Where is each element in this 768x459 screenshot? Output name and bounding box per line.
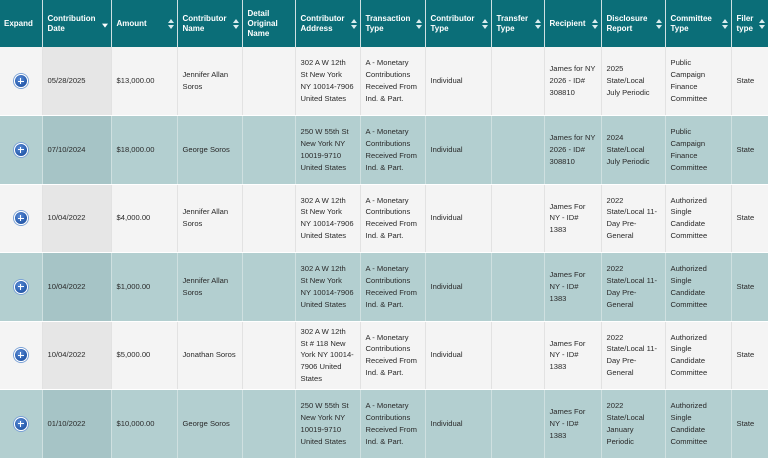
- cell-committee-type: Authorized Single Candidate Committee: [665, 253, 731, 322]
- table-header-row: [0, 0, 768, 47]
- cell-recipient: James For NY - ID# 1383: [544, 321, 601, 390]
- cell-amount: $4,000.00: [111, 184, 177, 253]
- column-header-contribution-date[interactable]: Contribution Date: [42, 0, 111, 47]
- cell-contributor-address: 302 A W 12th St New York NY 10014-7906 United States: [295, 253, 360, 322]
- cell-recipient: James For NY - ID# 1383: [544, 390, 601, 459]
- expand-cell: [0, 116, 42, 185]
- sort-arrows-icon[interactable]: [168, 19, 174, 29]
- cell-amount: $13,000.00: [111, 47, 177, 116]
- sort-arrows-icon[interactable]: [416, 19, 422, 29]
- cell-contributor-type: Individual: [425, 47, 491, 116]
- cell-detail-original-name: [242, 321, 295, 390]
- sort-arrows-icon[interactable]: [656, 19, 662, 29]
- cell-contributor-type: Individual: [425, 390, 491, 459]
- column-header-detail-original-name: Detail Original Name: [242, 0, 295, 47]
- table-row: [0, 47, 768, 116]
- column-header-committee-type[interactable]: Committee Type: [665, 0, 731, 47]
- expand-cell: [0, 321, 42, 390]
- cell-contributor-address: 302 A W 12th St New York NY 10014-7906 United States: [295, 47, 360, 116]
- cell-transaction-type: A - Monetary Contributions Received From Ind. & Part.: [360, 321, 425, 390]
- expand-cell: [0, 390, 42, 459]
- table-row: [0, 184, 768, 253]
- cell-transaction-type: A - Monetary Contributions Received From Ind. & Part.: [360, 390, 425, 459]
- cell-committee-type: Authorized Single Candidate Committee: [665, 184, 731, 253]
- cell-contributor-type: Individual: [425, 184, 491, 253]
- cell-filer-type: State: [731, 321, 768, 390]
- expand-cell: [0, 184, 42, 253]
- cell-contributor-address: 302 A W 12th St # 118 New York NY 10014-7906 United States: [295, 321, 360, 390]
- plus-circle-icon[interactable]: [14, 280, 28, 294]
- sort-arrows-icon[interactable]: [759, 19, 765, 29]
- cell-transfer-type: [491, 47, 544, 116]
- sort-arrows-icon[interactable]: [233, 19, 239, 29]
- cell-contributor-name: Jennifer Allan Soros: [177, 184, 242, 253]
- cell-contribution-date: 07/10/2024: [42, 116, 111, 185]
- cell-transaction-type: A - Monetary Contributions Received From Ind. & Part.: [360, 116, 425, 185]
- cell-contributor-address: 250 W 55th St New York NY 10019-9710 United States: [295, 390, 360, 459]
- column-header-transaction-type[interactable]: Transaction Type: [360, 0, 425, 47]
- cell-filer-type: State: [731, 184, 768, 253]
- column-header-filer-type[interactable]: Filer type: [731, 0, 768, 47]
- cell-recipient: James for NY 2026 - ID# 308810: [544, 47, 601, 116]
- cell-contribution-date: 05/28/2025: [42, 47, 111, 116]
- table-row: [0, 116, 768, 185]
- cell-disclosure-report: 2022 State/Local January Periodic: [601, 390, 665, 459]
- cell-recipient: James For NY - ID# 1383: [544, 184, 601, 253]
- cell-contributor-name: Jennifer Allan Soros: [177, 253, 242, 322]
- column-header-recipient[interactable]: Recipient: [544, 0, 601, 47]
- cell-contributor-type: Individual: [425, 116, 491, 185]
- cell-filer-type: State: [731, 253, 768, 322]
- cell-detail-original-name: [242, 116, 295, 185]
- cell-contributor-address: 250 W 55th St New York NY 10019-9710 United States: [295, 116, 360, 185]
- expand-cell: [0, 47, 42, 116]
- plus-circle-icon[interactable]: [14, 74, 28, 88]
- cell-contributor-name: George Soros: [177, 116, 242, 185]
- cell-committee-type: Authorized Single Candidate Committee: [665, 390, 731, 459]
- cell-contributor-type: Individual: [425, 321, 491, 390]
- cell-detail-original-name: [242, 47, 295, 116]
- cell-disclosure-report: 2025 State/Local July Periodic: [601, 47, 665, 116]
- cell-transfer-type: [491, 321, 544, 390]
- cell-recipient: James for NY 2026 - ID# 308810: [544, 116, 601, 185]
- cell-contributor-type: Individual: [425, 253, 491, 322]
- cell-contributor-name: George Soros: [177, 390, 242, 459]
- plus-circle-icon[interactable]: [14, 348, 28, 362]
- plus-circle-icon[interactable]: [14, 417, 28, 431]
- column-header-contributor-name[interactable]: Contributor Name: [177, 0, 242, 47]
- cell-disclosure-report: 2024 State/Local July Periodic: [601, 116, 665, 185]
- cell-detail-original-name: [242, 184, 295, 253]
- cell-filer-type: State: [731, 116, 768, 185]
- table-row: [0, 321, 768, 390]
- plus-circle-icon[interactable]: [14, 143, 28, 157]
- expand-cell: [0, 253, 42, 322]
- cell-transfer-type: [491, 116, 544, 185]
- cell-contribution-date: 01/10/2022: [42, 390, 111, 459]
- column-header-disclosure-report[interactable]: Disclosure Report: [601, 0, 665, 47]
- sort-arrows-icon[interactable]: [351, 19, 357, 29]
- sort-arrows-icon[interactable]: [482, 19, 488, 29]
- cell-disclosure-report: 2022 State/Local 11-Day Pre-General: [601, 253, 665, 322]
- cell-amount: $1,000.00: [111, 253, 177, 322]
- cell-filer-type: State: [731, 390, 768, 459]
- cell-filer-type: State: [731, 47, 768, 116]
- cell-recipient: James For NY - ID# 1383: [544, 253, 601, 322]
- cell-committee-type: Authorized Single Candidate Committee: [665, 321, 731, 390]
- cell-transaction-type: A - Monetary Contributions Received From Ind. & Part.: [360, 184, 425, 253]
- cell-amount: $5,000.00: [111, 321, 177, 390]
- cell-contribution-date: 10/04/2022: [42, 253, 111, 322]
- cell-disclosure-report: 2022 State/Local 11-Day Pre-General: [601, 321, 665, 390]
- cell-amount: $10,000.00: [111, 390, 177, 459]
- cell-transaction-type: A - Monetary Contributions Received From Ind. & Part.: [360, 253, 425, 322]
- cell-contribution-date: 10/04/2022: [42, 184, 111, 253]
- table-row: [0, 253, 768, 322]
- column-header-transfer-type[interactable]: Transfer Type: [491, 0, 544, 47]
- cell-committee-type: Public Campaign Finance Committee: [665, 47, 731, 116]
- column-header-contributor-type[interactable]: Contributor Type: [425, 0, 491, 47]
- cell-contributor-name: Jennifer Allan Soros: [177, 47, 242, 116]
- cell-transfer-type: [491, 253, 544, 322]
- sort-arrows-icon[interactable]: [535, 19, 541, 29]
- cell-disclosure-report: 2022 State/Local 11-Day Pre-General: [601, 184, 665, 253]
- cell-transfer-type: [491, 184, 544, 253]
- cell-contributor-address: 302 A W 12th St New York NY 10014-7906 United States: [295, 184, 360, 253]
- cell-amount: $18,000.00: [111, 116, 177, 185]
- cell-detail-original-name: [242, 390, 295, 459]
- column-header-amount[interactable]: Amount: [111, 0, 177, 47]
- sort-arrows-icon[interactable]: [722, 19, 728, 29]
- cell-transfer-type: [491, 390, 544, 459]
- sort-arrows-icon[interactable]: [592, 19, 598, 29]
- sort-descending-icon[interactable]: [102, 23, 108, 27]
- column-header-expand: Expand: [0, 0, 42, 47]
- cell-committee-type: Public Campaign Finance Committee: [665, 116, 731, 185]
- cell-detail-original-name: [242, 253, 295, 322]
- table-row: [0, 390, 768, 459]
- cell-transaction-type: A - Monetary Contributions Received From Ind. & Part.: [360, 47, 425, 116]
- cell-contribution-date: 10/04/2022: [42, 321, 111, 390]
- column-header-contributor-address[interactable]: Contributor Address: [295, 0, 360, 47]
- plus-circle-icon[interactable]: [14, 211, 28, 225]
- cell-contributor-name: Jonathan Soros: [177, 321, 242, 390]
